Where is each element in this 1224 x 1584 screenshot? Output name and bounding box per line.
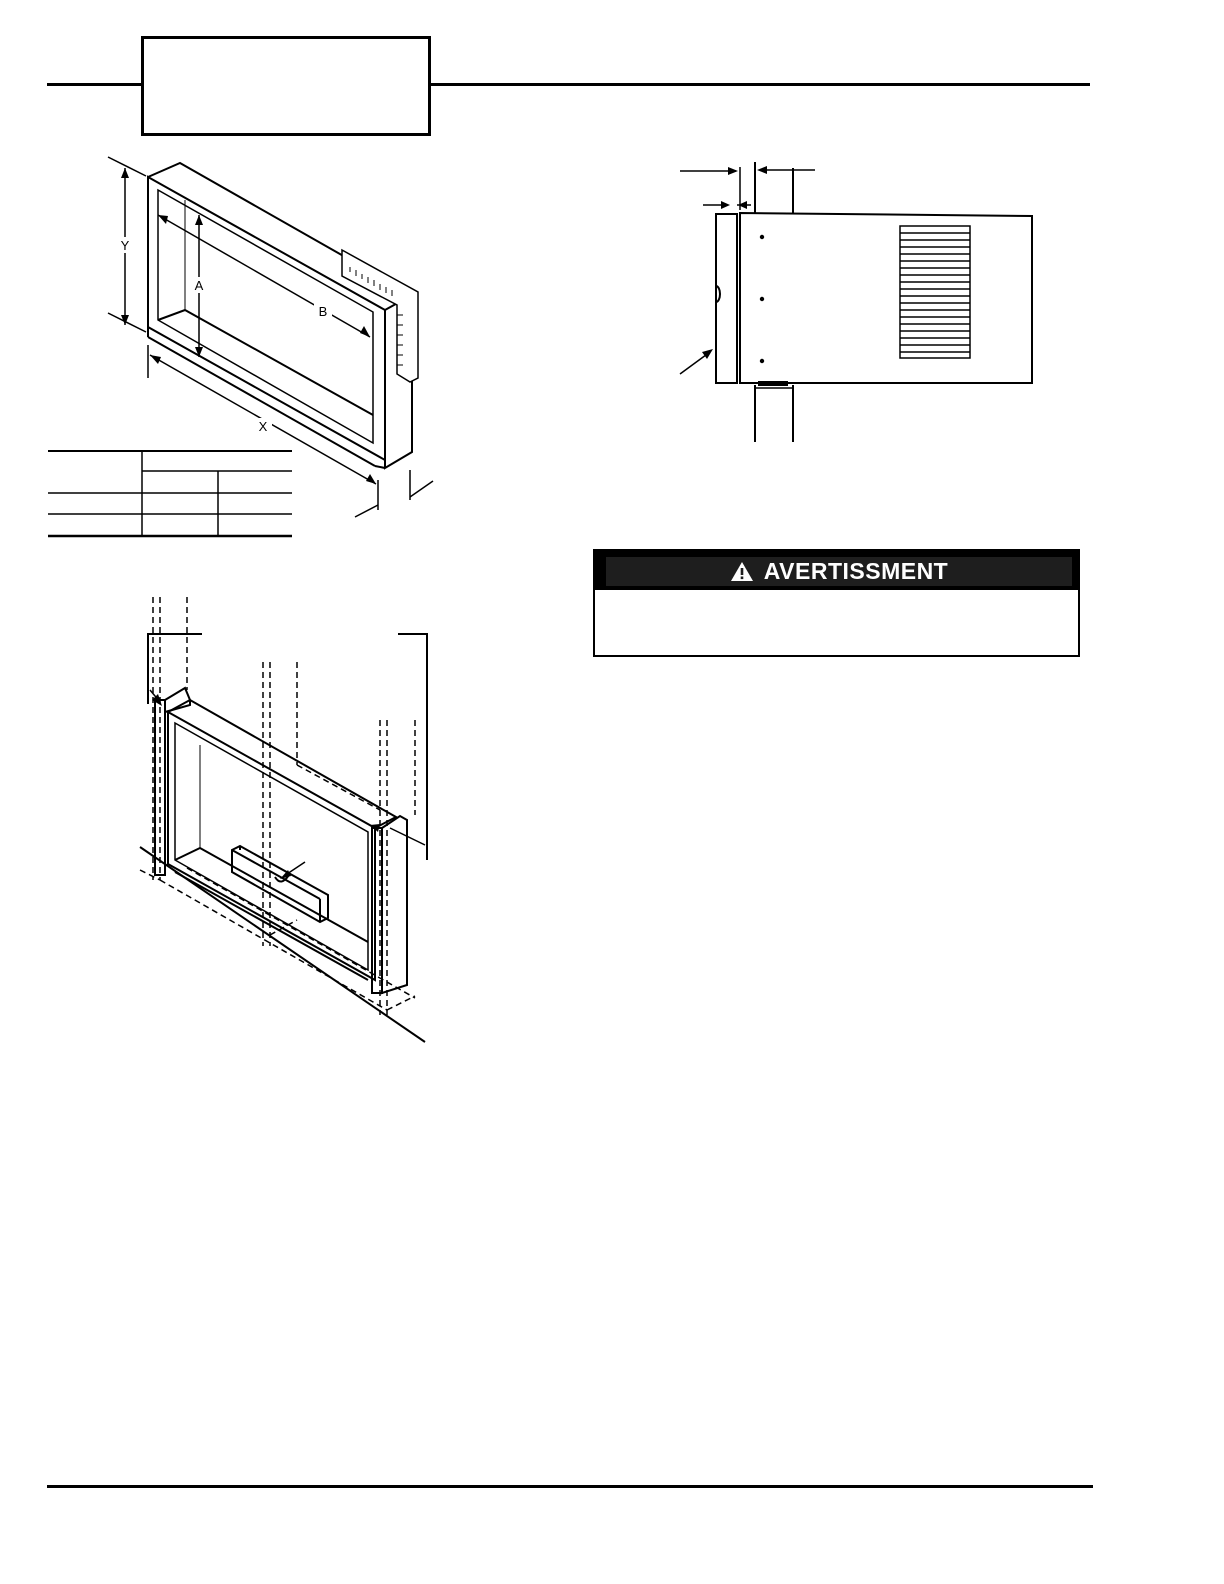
label-a: A	[194, 278, 204, 293]
dimension-table	[46, 448, 294, 540]
header-rule-right	[428, 83, 1090, 86]
sleeve-wall-installation-figure	[130, 590, 440, 1050]
warning-header	[606, 557, 1072, 586]
warning-title: AVERTISSMENT	[763, 558, 949, 584]
label-x: X	[258, 419, 268, 434]
header-rule-left	[47, 83, 141, 86]
warning-triangle-icon	[730, 561, 754, 582]
label-b: B	[318, 304, 328, 319]
header-title-box	[141, 36, 431, 136]
warning-header-bar	[595, 551, 1078, 590]
warning-box	[593, 549, 1080, 657]
footer-rule	[47, 1485, 1093, 1488]
unit-side-view-figure	[670, 155, 1050, 455]
label-y: Y	[120, 238, 130, 253]
